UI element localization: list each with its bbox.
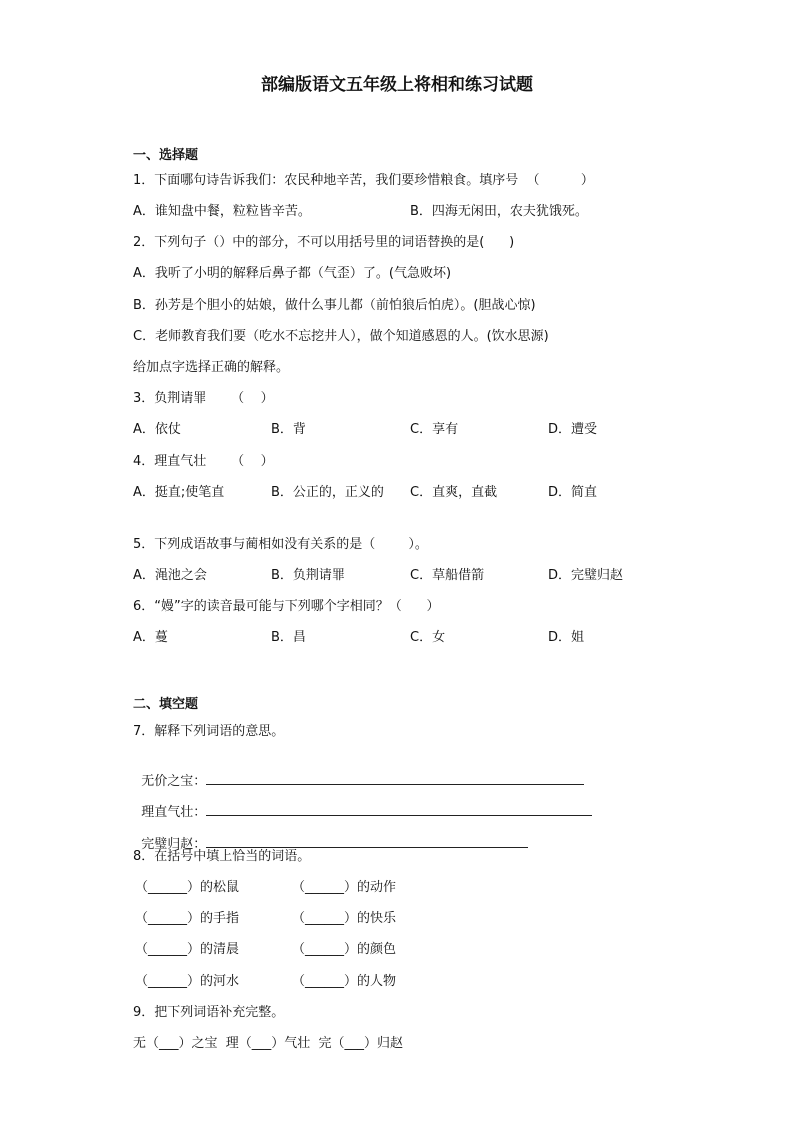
question-3-option-c: C．享有 <box>410 422 459 437</box>
question-8-left-4[interactable]: （______）的河水 <box>135 974 240 989</box>
question-5-option-c: C．草船借箭 <box>410 568 485 583</box>
answer-line-2[interactable] <box>206 802 592 816</box>
question-8-right-1[interactable]: （______）的动作 <box>292 880 397 895</box>
question-4-option-d: D．简直 <box>548 485 598 500</box>
document-title: 部编版语文五年级上将相和练习试题 <box>261 75 533 95</box>
question-7-item-2-label: 理直气壮： <box>141 805 207 820</box>
question-8-left-1[interactable]: （______）的松鼠 <box>135 880 240 895</box>
question-4-option-b: B．公正的，正义的 <box>271 485 384 500</box>
question-6-option-c: C．女 <box>410 630 446 645</box>
question-7-item-1-label: 无价之宝： <box>141 774 207 789</box>
question-3-option-a: A．依仗 <box>133 422 181 437</box>
question-2-stem: 2．下列句子（）中的部分，不可以用括号里的词语替换的是( ) <box>133 235 515 250</box>
question-3-stem: 3．负荆请罪 （ ） <box>133 391 274 406</box>
question-8-right-3[interactable]: （______）的颜色 <box>292 942 397 957</box>
question-7-item-3 <box>133 818 528 853</box>
question-8-stem: 8．在括号中填上恰当的词语。 <box>133 849 311 864</box>
section-heading-choice: 一、选择题 <box>133 148 199 163</box>
question-9-line[interactable]: 无（___）之宝 理（___）气壮 完（___）归赵 <box>133 1036 404 1051</box>
question-6-option-b: B．昌 <box>271 630 306 645</box>
question-5-stem: 5．下列成语故事与蔺相如没有关系的是（ ）。 <box>133 537 428 552</box>
question-6-option-a: A．蔓 <box>133 630 168 645</box>
question-6-stem: 6．“嫚”字的读音最可能与下列哪个字相同？（ ） <box>133 599 440 614</box>
question-6-option-d: D．姐 <box>548 630 585 645</box>
question-5-option-a: A．渑池之会 <box>133 568 207 583</box>
question-8-right-2[interactable]: （______）的快乐 <box>292 911 397 926</box>
question-4-stem: 4．理直气壮 （ ） <box>133 454 274 469</box>
question-1-option-b: B．四海无闲田，农夫犹饿死。 <box>410 204 588 219</box>
question-9-stem: 9．把下列词语补充完整。 <box>133 1005 285 1020</box>
question-4-option-a: A．挺直;使笔直 <box>133 485 225 500</box>
question-3-option-d: D．遭受 <box>548 422 598 437</box>
question-7-stem: 7．解释下列词语的意思。 <box>133 724 285 739</box>
question-4-option-c: C．直爽，直截 <box>410 485 498 500</box>
question-8-left-3[interactable]: （______）的清晨 <box>135 942 240 957</box>
question-8-right-4[interactable]: （______）的人物 <box>292 974 397 989</box>
section-heading-fill: 二、填空题 <box>133 697 199 712</box>
question-2-option-a: A．我听了小明的解释后鼻子都（气歪）了。(气急败坏) <box>133 266 452 281</box>
answer-line-1[interactable] <box>206 771 584 785</box>
question-1-stem: 1．下面哪句诗告诉我们：农民种地辛苦，我们要珍惜粮食。填序号 （ ） <box>133 173 594 188</box>
question-3-option-b: B．背 <box>271 422 306 437</box>
answer-line-3[interactable] <box>206 834 528 848</box>
question-1-option-a: A．谁知盘中餐，粒粒皆辛苦。 <box>133 204 311 219</box>
question-2-option-b: B．孙芳是个胆小的姑娘，做什么事儿都（前怕狼后怕虎）。(胆战心惊) <box>133 298 536 313</box>
question-2-option-c: C．老师教育我们要（吃水不忘挖井人），做个知道感恩的人。(饮水思源) <box>133 329 549 344</box>
question-8-left-2[interactable]: （______）的手指 <box>135 911 240 926</box>
question-5-option-b: B．负荆请罪 <box>271 568 345 583</box>
instruction-text: 给加点字选择正确的解释。 <box>133 360 290 375</box>
question-7-item-3-label: 完璧归赵： <box>141 837 207 852</box>
question-7-item-1 <box>133 755 584 790</box>
question-7-item-2 <box>133 786 592 821</box>
question-5-option-d: D．完璧归赵 <box>548 568 624 583</box>
